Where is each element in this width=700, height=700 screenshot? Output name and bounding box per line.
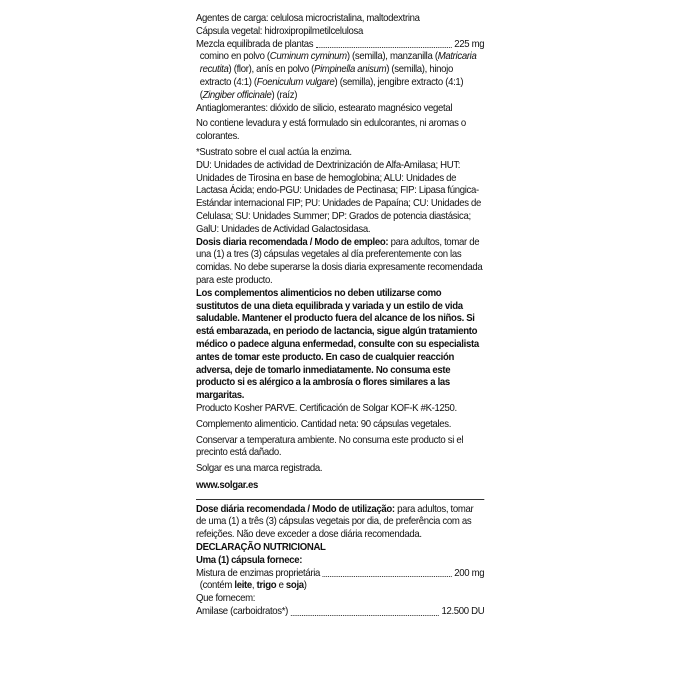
dosis-es — [196, 237, 484, 288]
dotted-leader — [323, 576, 452, 577]
mistura-label: Mistura de enzimas proprietária — [196, 567, 321, 579]
amilase-label: Amilase (carboidratos*) — [196, 606, 289, 618]
dose-pt-text: para adultos, tomar de uma (1) a três (3) cápsulas vegetais por dia, de preferência com as refeições. Não deve exceder a dose diária recomendada. — [196, 503, 474, 541]
declaracao-nutricional: DECLARAÇÃO NUTRICIONAL — [196, 542, 326, 554]
sustrato-note: *Sustrato sobre el cual actúa la enzima. — [196, 146, 352, 158]
contem-allergens: (contém leite, trigo e soja) — [199, 580, 307, 592]
kosher-note: Producto Kosher PARVE. Certificación de Solgar KOF-K #K-1250. — [196, 402, 457, 414]
label-text-column — [196, 13, 484, 619]
uma-capsula: Uma (1) cápsula fornece: — [196, 554, 303, 566]
dosis-es-label: Dosis diaria recomendada / Modo de empleo: — [196, 236, 389, 248]
mezcla-row — [196, 39, 484, 52]
capsula-vegetal: Cápsula vegetal: hidroxipropilmetilcelulosa — [196, 25, 363, 37]
amilase-value: 12.500 DU — [441, 606, 485, 618]
no-contiene: No contiene levadura y está formulado sin edulcorantes, ni aromas o colorantes. — [196, 118, 466, 143]
mistura-row — [196, 568, 484, 581]
conservar-note: Conservar a temperatura ambiente. No consuma este producto si el precinto está dañado. — [196, 434, 464, 459]
dotted-leader — [316, 47, 451, 48]
que-fornecem: Que fornecem: — [196, 593, 256, 605]
amilase-row — [196, 606, 484, 619]
mezcla-label: Mezcla equilibrada de plantas — [196, 38, 314, 50]
unidades-note: DU: Unidades de actividad de Dextrinización de Alfa-Amilasa; HUT: Unidades de Tirosina en base de hemoglobina; ALU: Unidades de Lactasa Ácida; endo-PGU: Unidades de Pectinasa; FIP: Lipasa fúngica-Estándar internacional FIP; PU: Unidades de Papaína; CU: Unidades de Celulasa; SU: Unidades Summer; DP: Grados de potencia diastásica; GalU: Unidades de Actividad Galactosidasa. — [196, 159, 482, 235]
marca-note: Solgar es una marca registrada. — [196, 463, 323, 475]
agentes-carga: Agentes de carga: celulosa microcristalina, maltodextrina — [196, 13, 420, 24]
warning-es: Los complementos alimenticios no deben utilizarse como sustitutos de una dieta equilibrada y variada y un estilo de vida saludable. Mantener el producto fuera del alcance de los niños. Si está embarazada, en periodo de lactancia, sigue algún tratamiento médico o padece alguna enfermedad, consulte con su especialista antes de tomar este producto. En caso de cualquier reacción adversa, deje de tomarlo inmediatamente. No consuma este producto si es alérgico a la ambrosía o flores similares a las margaritas. — [196, 287, 479, 402]
mezcla-value: 225 mg — [454, 38, 485, 50]
website-url: www.solgar.es — [196, 479, 258, 491]
section-divider — [196, 499, 484, 500]
dose-pt-label: Dose diária recomendada / Modo de utilização: — [196, 503, 395, 515]
dotted-leader — [291, 615, 439, 616]
antiaglomerantes: Antiaglomerantes: dióxido de silicio, estearato magnésico vegetal — [196, 102, 453, 114]
complemento-note: Complemento alimenticio. Cantidad neta: 90 cápsulas vegetales. — [196, 418, 452, 430]
dose-pt — [196, 504, 484, 542]
mistura-value: 200 mg — [454, 567, 485, 579]
dosis-es-text: para adultos, tomar de una (1) a tres (3) cápsulas vegetales al día preferentemente con las comidas. No debe superarse la dosis diaria expresamente recomendada para este producto. — [196, 236, 483, 286]
plants-list: comino en polvo (Cuminum cyminum) (semilla), manzanilla (Matricaria recutita) (flor), anís en polvo (Pimpinella anisum) (semilla), hinojo extracto (4:1) (Foeniculum vulgare) (semilla), jengibre extracto (4:1) (Zingiber officinale) (raíz) — [199, 51, 477, 101]
